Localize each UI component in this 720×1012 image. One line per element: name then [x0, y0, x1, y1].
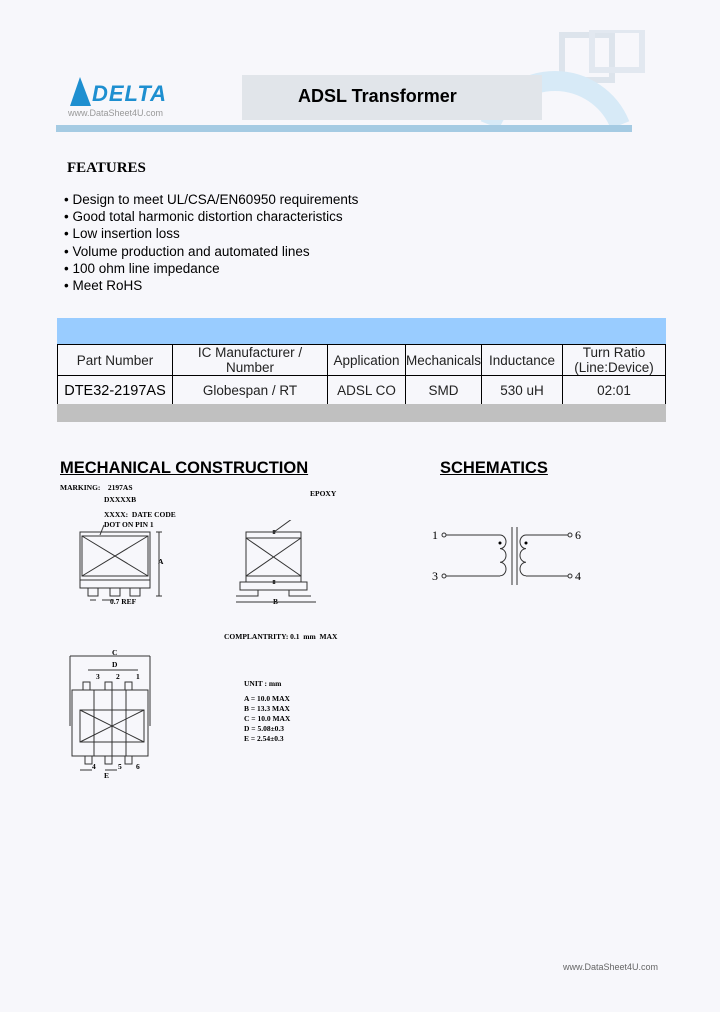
page-title: ADSL Transformer	[298, 86, 457, 106]
mechanical-drawing-top	[60, 650, 170, 780]
pin-label: 5	[118, 762, 122, 771]
schematics-heading: SCHEMATICS	[440, 459, 548, 477]
pin-label: 6	[136, 762, 140, 771]
delta-triangle-icon	[68, 75, 92, 108]
mechanical-heading: MECHANICAL CONSTRUCTION	[60, 459, 309, 477]
schematic-pin: 1	[432, 528, 438, 542]
schematic-pin: 3	[432, 569, 438, 583]
header-cell: Inductance	[482, 345, 563, 376]
transformer-schematic	[430, 525, 590, 590]
feature-item: • Good total harmonic distortion characteristics	[64, 209, 343, 224]
schematic-pin: 4	[575, 569, 581, 583]
header-cell: IC Manufacturer / Number	[173, 345, 328, 376]
cell: DTE32-2197AS	[58, 376, 173, 406]
feature-item: • Meet RoHS	[64, 278, 143, 293]
header-cell: Part Number	[58, 345, 173, 376]
dim-value: D = 5.08±0.3	[244, 724, 285, 733]
mechanical-drawing-side	[60, 520, 340, 610]
dim-value: E = 2.54±0.3	[244, 734, 284, 743]
spec-table	[57, 344, 666, 406]
watermark: www.DataSheet4U.com	[68, 108, 164, 118]
dim-e: E	[104, 771, 110, 780]
table-footer-band	[57, 404, 666, 422]
header-cell: Mechanicals	[406, 345, 482, 376]
pin-label: 4	[92, 762, 96, 771]
feature-item: • Design to meet UL/CSA/EN60950 requirements	[64, 192, 359, 207]
marking-code: DXXXXB	[104, 495, 137, 504]
dim-value: A = 10.0 MAX	[244, 694, 290, 703]
header-cell: Application	[328, 345, 406, 376]
pin-label: 1	[136, 672, 140, 681]
marking-label: MARKING: 2197AS	[60, 483, 133, 492]
cell: Globespan / RT	[173, 376, 328, 406]
date-code-note: XXXX: DATE CODE	[104, 510, 176, 519]
features-heading: FEATURES	[67, 160, 146, 176]
coplanarity-note: COMPLANTRITY: 0.1 mm MAX	[224, 632, 338, 641]
header-rule	[56, 125, 632, 132]
dim-c: C	[112, 648, 118, 657]
epoxy-label: EPOXY	[310, 489, 337, 498]
feature-item: • Low insertion loss	[64, 226, 180, 241]
header-cell: Turn Ratio (Line:Device)	[563, 345, 666, 376]
pin-label: 2	[116, 672, 120, 681]
pin1-note: DOT ON PIN 1	[104, 520, 154, 529]
brand-name: DELTA	[92, 81, 168, 106]
dim-value: C = 10.0 MAX	[244, 714, 291, 723]
dim-b: B	[273, 597, 279, 606]
ref-dim: 0.7 REF	[110, 597, 137, 606]
schematic-pin: 6	[575, 528, 581, 542]
pin-label: 3	[96, 672, 100, 681]
cell: 530 uH	[482, 376, 563, 406]
table-row	[58, 376, 666, 406]
unit-label: UNIT : mm	[244, 679, 282, 688]
feature-item: • Volume production and automated lines	[64, 244, 310, 259]
cell: 02:01	[563, 376, 666, 406]
dim-a: A	[158, 557, 164, 566]
table-title-band	[57, 318, 666, 344]
feature-item: • 100 ohm line impedance	[64, 261, 220, 276]
cell: ADSL CO	[328, 376, 406, 406]
dim-d: D	[112, 660, 118, 669]
footer-watermark: www.DataSheet4U.com	[563, 962, 659, 972]
cell: SMD	[406, 376, 482, 406]
table-header-row	[58, 345, 666, 376]
dim-value: B = 13.3 MAX	[244, 704, 290, 713]
